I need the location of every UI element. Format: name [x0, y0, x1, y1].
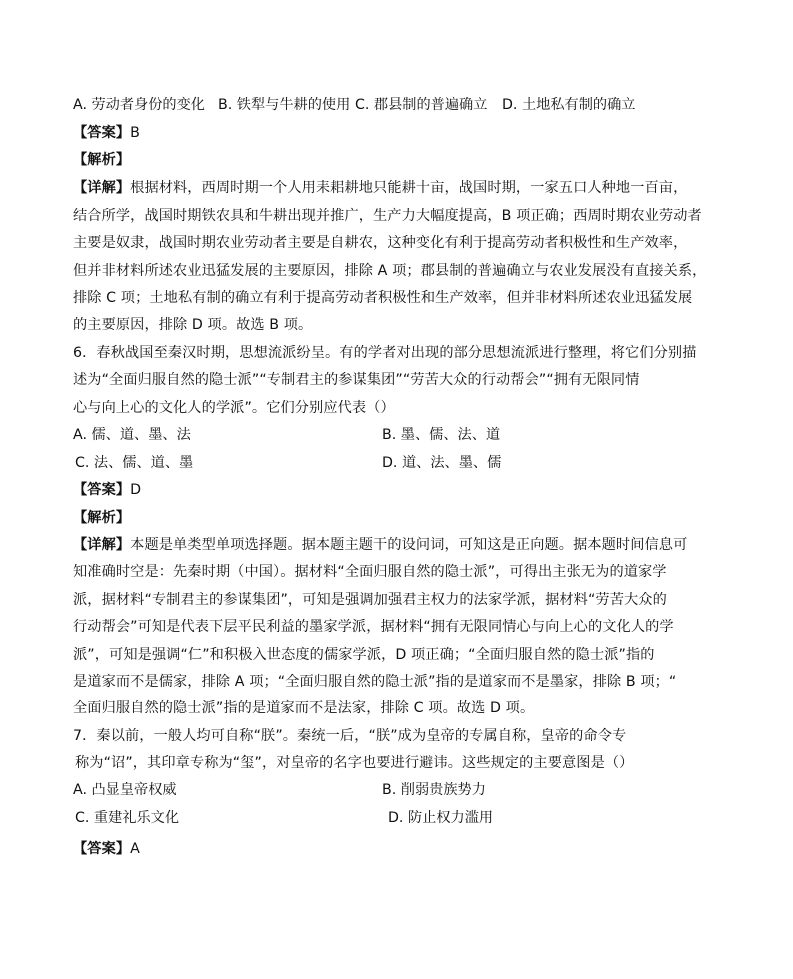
detail-tag: 【详解】	[73, 180, 131, 196]
q6-stem-line: 述为“全面归服自然的隐士派”“专制君主的参谋集团”“劳苦大众的行动帮会”“拥有无限同情	[73, 372, 640, 388]
q5-option-c: C. 郡县制的普遍确立	[355, 97, 488, 113]
q5-detail-line: 但并非材料所述农业迅猛发展的主要原因，排除 A 项；郡县制的普遍确立与农业发展没有直接关系，	[73, 263, 707, 279]
q5-answer: B	[130, 125, 140, 141]
q7-stem-line: 7．秦以前，一般人均可自称“朕”。秦统一后，“朕”成为皇帝的专属自称，皇帝的命令专	[73, 728, 627, 744]
q5-detail-line: 的主要原因，排除 D 项。故选 B 项。	[73, 317, 313, 333]
q6-detail-line: 是道家而不是儒家，排除 A 项；“全面归服自然的隐士派”指的是道家而不是墨家，排除 B 项；“	[73, 674, 677, 690]
q6-detail-line: 知准确时空是：先秦时期（中国）。据材料“全面归服自然的隐士派”，可得出主张无为的道家学	[73, 564, 667, 580]
q5-detail-text: 根据材料，西周时期一个人用耒耜耕地只能耕十亩，战国时期，一家五口人种地一百亩，	[130, 180, 688, 196]
q7-stem-line: 称为“诏”，其印章专称为“玺”，对皇帝的名字也要进行避讳。这些规定的主要意图是（）	[75, 755, 634, 771]
detail-tag: 【详解】	[73, 537, 131, 553]
q6-option-c: C. 法、儒、道、墨	[75, 455, 194, 471]
q5-detail-line: 主要是奴隶，战国时期农业劳动者主要是自耕农，这种变化有利于提高劳动者积极性和生产效率，	[73, 235, 688, 251]
q7-answer-line	[73, 839, 140, 859]
answer-tag: 【答案】	[73, 482, 131, 498]
q6-detail-line: 派，据材料“专制君主的参谋集团”，可知是强调加强君主权力的法家学派，据材料“劳苦大众的	[73, 592, 667, 608]
q7-option-b: B. 削弱贵族势力	[382, 782, 486, 798]
q5-detail-line: 结合所学，战国时期铁农具和牛耕出现并推广，生产力大幅度提高，B 项正确；西周时期农业劳动者	[73, 208, 702, 224]
q6-stem-line: 6．春秋战国至秦汉时期，思想流派纷呈。有的学者对出现的部分思想流派进行整理，将它们分别描	[73, 345, 697, 361]
q5-analysis-tag: 【解析】	[73, 152, 131, 168]
q7-answer: A	[130, 841, 140, 857]
q6-detail-line: 全面归服自然的隐士派”指的是道家而不是法家，排除 C 项。故选 D 项。	[73, 700, 535, 716]
q6-option-d: D. 道、法、墨、儒	[382, 455, 502, 471]
q6-detail-text: 本题是单类型单项选择题。据本题主题干的设问词，可知这是正向题。据本题时间信息可	[130, 537, 688, 553]
q5-option-b: B. 铁犁与牛耕的使用	[218, 97, 351, 113]
q6-analysis-tag: 【解析】	[73, 510, 131, 526]
q5-option-a: A. 劳动者身份的变化	[73, 97, 205, 113]
q6-option-b: B. 墨、儒、法、道	[382, 427, 501, 443]
answer-tag: 【答案】	[73, 125, 131, 141]
q5-detail-line: 排除 C 项；土地私有制的确立有利于提高劳动者积极性和生产效率，但并非材料所述农业迅猛发展	[73, 290, 693, 306]
q6-option-a: A. 儒、道、墨、法	[73, 427, 191, 443]
q7-option-d: D. 防止权力滥用	[388, 810, 494, 826]
q6-answer-line	[73, 480, 141, 500]
q5-detail-line	[73, 178, 687, 198]
q7-option-c: C. 重建礼乐文化	[75, 810, 180, 826]
q6-detail-line	[73, 535, 687, 555]
q6-answer: D	[130, 482, 142, 498]
q6-detail-line: 派”，可知是强调“仁”和积极入世态度的儒家学派，D 项正确；“全面归服自然的隐士派”指的	[73, 647, 655, 663]
q5-option-d: D. 土地私有制的确立	[502, 97, 636, 113]
q7-option-a: A. 凸显皇帝权威	[73, 782, 177, 798]
q5-answer-line	[73, 123, 140, 143]
answer-tag: 【答案】	[73, 841, 131, 857]
q6-detail-line: 行动帮会”可知是代表下层平民利益的墨家学派，据材料“拥有无限同情心与向上心的文化人的学	[73, 619, 674, 635]
q6-stem-line: 心与向上心的文化人的学派”。它们分别应代表（）	[73, 400, 395, 416]
